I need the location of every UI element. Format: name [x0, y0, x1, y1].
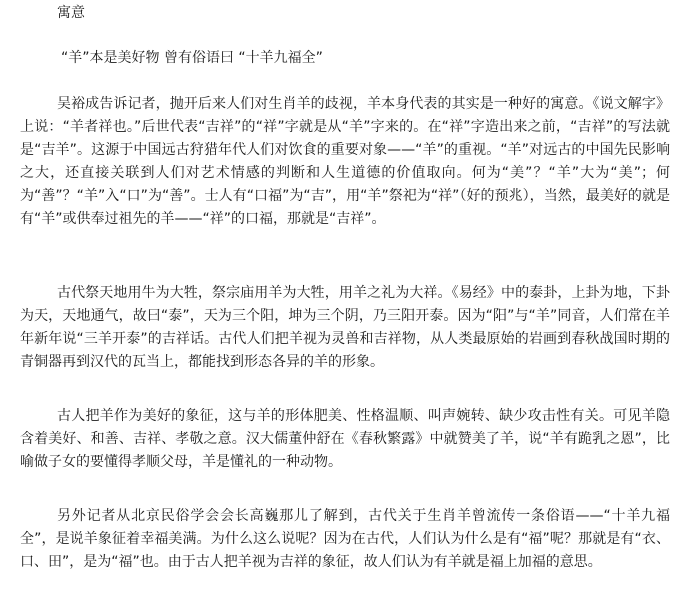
paragraph: 古代祭天地用牛为大牲，祭宗庙用羊为大牲，用羊之礼为大祥。《易经》中的泰卦，上卦为地，下卦为天，天地通气，故曰“泰”，天为三个阳，坤为三个阴，乃三阳开泰。因为“阳”与“羊”同音，人们常在羊年新年说“三羊开泰”的吉祥话。古代人们把羊视为灵兽和吉祥物，从人类最原始的岩画到春秋战国时期的青铜器再到汉代的瓦当上，都能找到形态各异的羊的形象。 — [20, 285, 670, 370]
paragraph: 古人把羊作为美好的象征，这与羊的形体肥美、性格温顺、叫声婉转、缺少攻击性有关。可见羊隐含着美好、和善、吉祥、孝敬之意。汉大儒董仲舒在《春秋繁露》中就赞美了羊，说“羊有跪乳之恩”，比喻做子女的要懂得孝顺父母，羊是懂礼的一种动物。 — [20, 408, 670, 470]
article-subheading: “羊”本是美好物 曾有俗语曰 “十羊九福全” — [61, 50, 323, 66]
paragraph: 吴裕成告诉记者，抛开后来人们对生肖羊的歧视，羊本身代表的其实是一种好的寓意。《说文解字》上说：“羊者祥也。”后世代表“吉祥”的“祥”字就是从“羊”字来的。在“祥”字造出来之前，“吉祥”的写法就是“吉羊”。这源于中国远古狩猎年代人们对饮食的重要对象——“羊”的重视。“羊”对远古的中国先民影响之大，还直接关联到人们对艺术情感的判断和人生道德的价值取向。何为“美”？“羊”大为“美”；何为“善”？“羊”入“口”为“善”。士人有“口福”为“吉”，用“羊”祭祀为“祥”（好的预兆），当然，最美好的就是有“羊”或供奉过祖先的羊——“祥”的口福，那就是“吉祥”。 — [20, 96, 670, 227]
paragraph: 另外记者从北京民俗学会会长高巍那儿了解到，古代关于生肖羊曾流传一条俗语——“十羊九福全”，是说羊象征着幸福美满。为什么这么说呢？因为在古代，人们认为什么是有“福”呢？那就是有“衣、口、田”，是为“福”也。由于古人把羊视为吉祥的象征，故人们认为有羊就是福上加福的意思。 — [20, 508, 670, 570]
section-heading: 寓意 — [57, 5, 85, 21]
